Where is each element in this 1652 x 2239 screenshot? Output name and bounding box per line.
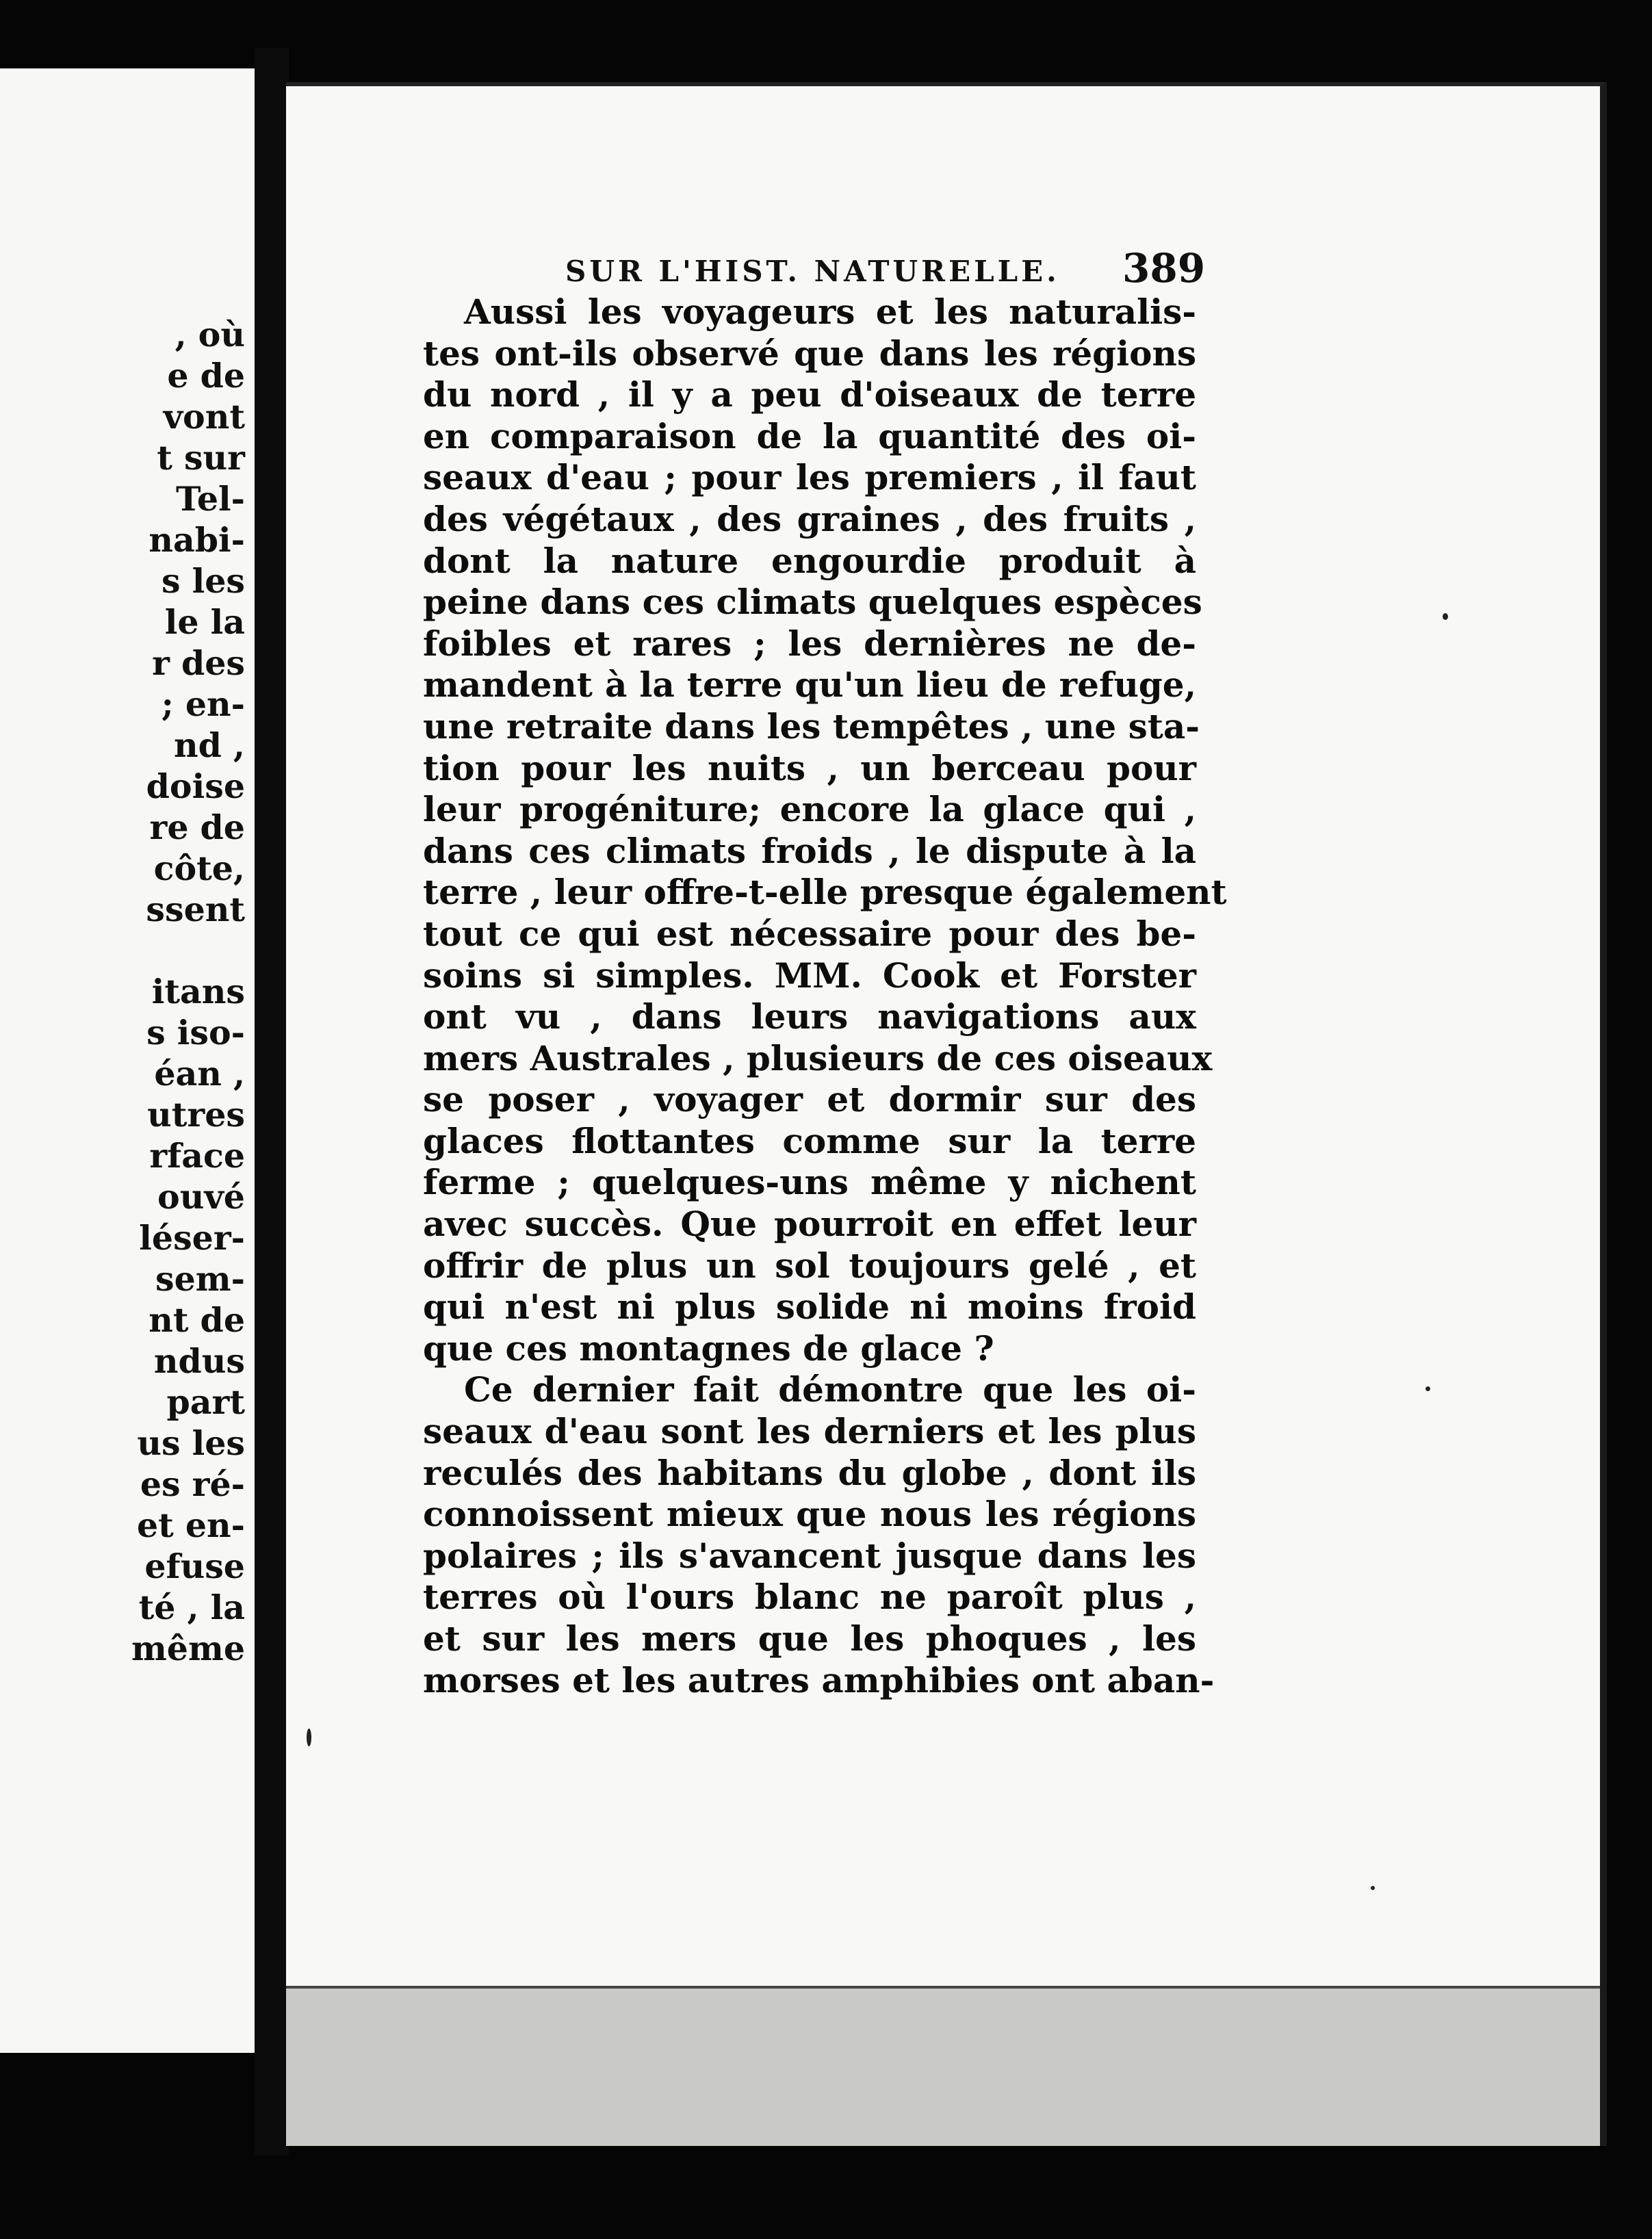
text-line: et sur les mers que les phoques , les <box>423 1618 1196 1659</box>
paragraph <box>423 1369 1215 1701</box>
left-line: ; en- <box>161 684 245 724</box>
text-line: offrir de plus un sol toujours gelé , et <box>423 1245 1196 1286</box>
text-line: mers Australes , plusieurs de ces oiseaux <box>423 1037 1213 1078</box>
running-head: SUR L'HIST. NATURELLE. <box>565 255 1060 288</box>
text-line: dont la nature engourdie produit à <box>423 540 1196 581</box>
left-line: té , la <box>138 1588 245 1627</box>
left-line: t sur <box>157 438 245 478</box>
left-line: , où <box>175 315 245 354</box>
text-line: polaires ; ils s'avancent jusque dans les <box>423 1535 1196 1576</box>
paragraph <box>423 292 1227 1369</box>
text-line: avec succès. Que pourroit en effet leur <box>423 1204 1196 1245</box>
text-line: peine dans ces climats quelques espèces <box>423 582 1202 623</box>
text-line: soins si simples. MM. Cook et Forster <box>423 955 1196 996</box>
text-line: une retraite dans les tempêtes , une sta- <box>423 706 1200 747</box>
text-line: du nord , il y a peu d'oiseaux de terre <box>423 374 1196 415</box>
text-line: Ce dernier fait démontre que les oi- <box>464 1369 1196 1410</box>
left-line: côte, <box>153 849 245 888</box>
left-line: rface <box>149 1136 245 1176</box>
text-line: qui n'est ni plus solide ni moins froid <box>423 1286 1196 1328</box>
body-text <box>423 292 1227 1701</box>
text-line: des végétaux , des graines , des fruits , <box>423 498 1196 539</box>
left-line: itans <box>151 972 245 1011</box>
left-line: s iso- <box>146 1013 245 1052</box>
left-line: ndus <box>153 1341 245 1381</box>
left-line: re de <box>149 807 245 847</box>
text-line: seaux d'eau sont les derniers et les plus <box>423 1411 1196 1452</box>
left-line: sem- <box>155 1259 245 1299</box>
ink-speck <box>1443 613 1448 620</box>
text-line: dans ces climats froids , le dispute à la <box>423 830 1196 871</box>
left-line: doise <box>146 766 245 806</box>
text-line: seaux d'eau ; pour les premiers , il faut <box>423 457 1196 498</box>
left-line: ouvé <box>157 1177 245 1217</box>
text-line: mandent à la terre qu'un lieu de refuge, <box>423 664 1196 706</box>
text-line: reculés des habitans du globe , dont ils <box>423 1452 1196 1493</box>
page-389 <box>286 82 1607 2146</box>
text-line: glaces flottantes comme sur la terre <box>423 1120 1196 1161</box>
left-line: us les <box>137 1423 245 1463</box>
ink-speck <box>1425 1386 1430 1391</box>
left-line: e de <box>167 356 245 396</box>
left-line: nd , <box>173 725 245 765</box>
text-line: ont vu , dans leurs navigations aux <box>423 996 1196 1037</box>
left-line: vont <box>163 397 245 437</box>
left-line: éan , <box>154 1054 245 1093</box>
text-line: connoissent mieux que nous les régions <box>423 1494 1196 1535</box>
ink-speck <box>307 1729 311 1746</box>
text-line: tion pour les nuits , un berceau pour <box>423 747 1196 788</box>
left-line: ssent <box>146 890 245 929</box>
left-line: et en- <box>136 1505 245 1545</box>
left-line: s les <box>161 561 245 601</box>
left-line: nabi- <box>149 520 245 560</box>
left-line: efuse <box>144 1546 245 1586</box>
text-line: en comparaison de la quantité des oi- <box>423 415 1196 456</box>
ink-speck <box>1371 1886 1375 1890</box>
text-line: terres où l'ours blanc ne paroît plus , <box>423 1577 1196 1618</box>
text-line: terre , leur offre-t-elle presque également <box>423 872 1227 913</box>
text-line: tout ce qui est nécessaire pour des be- <box>423 913 1196 954</box>
left-line: utres <box>147 1095 245 1135</box>
book-gutter <box>255 48 289 2156</box>
previous-page-fragment <box>0 68 255 2053</box>
text-line: ferme ; quelques-uns même y nichent <box>423 1162 1196 1203</box>
left-line: léser- <box>139 1218 245 1258</box>
left-line: r des <box>152 643 245 683</box>
left-line: part <box>166 1382 245 1422</box>
page-header <box>286 245 1206 293</box>
text-line: Aussi les voyageurs et les naturalis- <box>464 292 1196 332</box>
text-line: se poser , voyager et dormir sur des <box>423 1079 1196 1120</box>
left-line: le la <box>164 602 245 642</box>
left-line: nt de <box>149 1300 245 1340</box>
left-line: même <box>131 1629 245 1668</box>
text-line: leur progéniture; encore la glace qui , <box>423 789 1196 830</box>
left-line: es ré- <box>140 1464 245 1504</box>
left-line: Tel- <box>176 479 245 519</box>
page-number: 389 <box>1122 245 1206 292</box>
text-line: morses et les autres amphibies ont aban- <box>423 1659 1215 1700</box>
page-bottom-shadow <box>286 1986 1600 2146</box>
text-line: que ces montagnes de glace ? <box>423 1328 994 1369</box>
text-line: tes ont-ils observé que dans les régions <box>423 333 1196 374</box>
text-line: foibles et rares ; les dernières ne de- <box>423 623 1196 664</box>
